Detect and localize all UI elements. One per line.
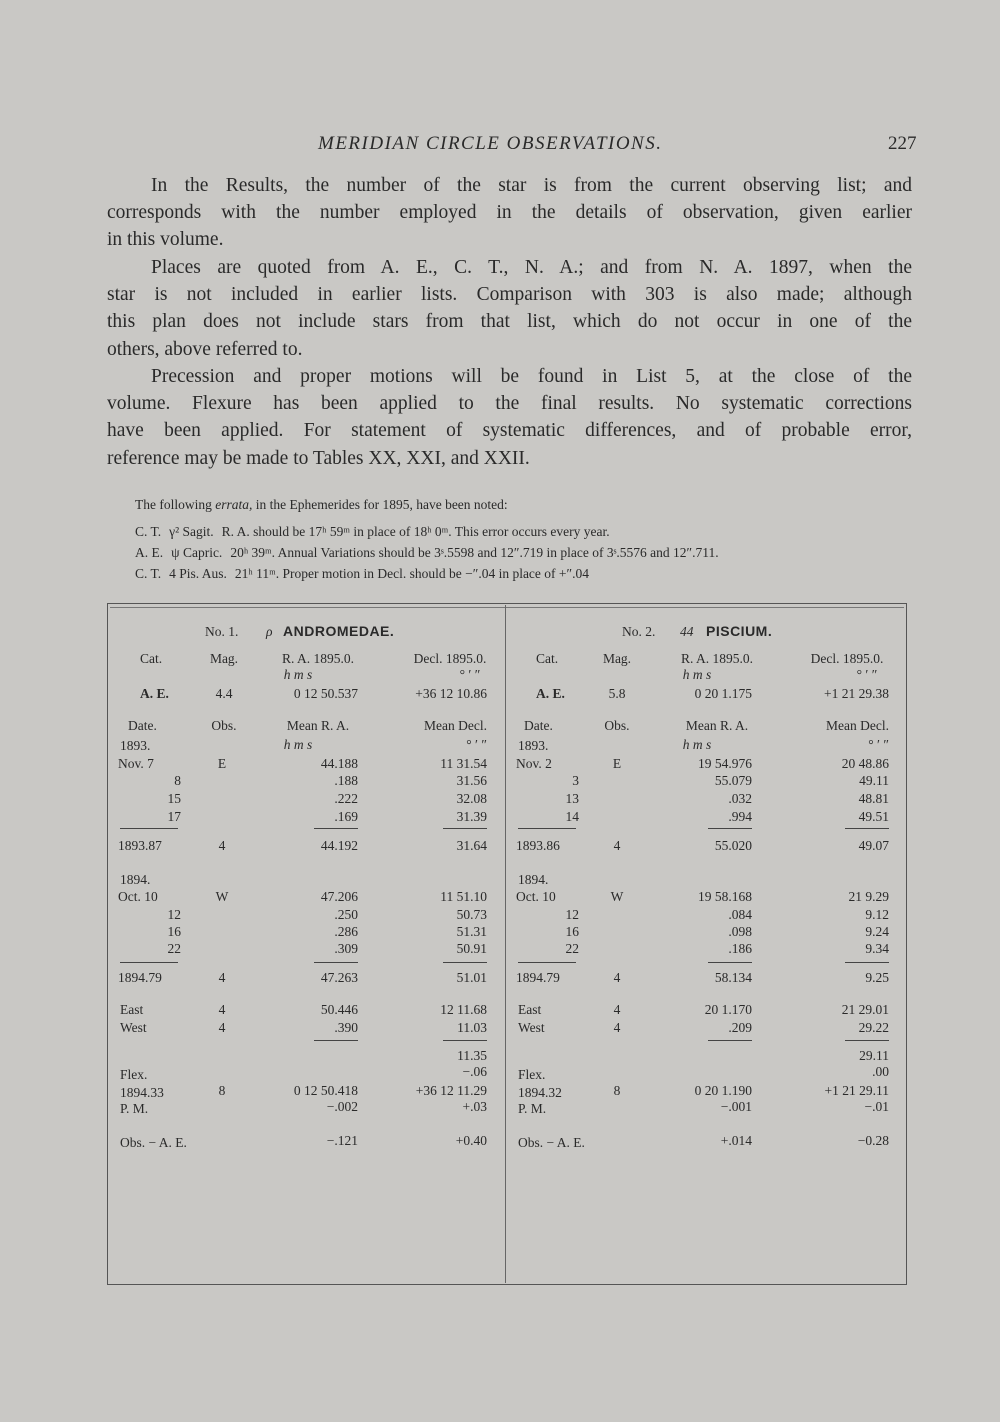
text-line: others, above referred to. — [107, 338, 303, 360]
flexure-decl: .00 — [872, 1064, 889, 1079]
obs-mean-decl: 21 9.29 — [848, 889, 889, 904]
obs-mean-decl: 9.34 — [865, 941, 889, 956]
east-count: 4 — [613, 1002, 621, 1017]
flexure-decl: −.06 — [462, 1064, 487, 1079]
obs-date: 17 — [167, 809, 181, 824]
mean-epoch: 1894.79 — [118, 970, 162, 985]
catalog-name: A. E. — [140, 686, 169, 701]
col-header-cat: Cat. — [536, 651, 559, 666]
ra-units: h m s — [283, 737, 313, 752]
col-header-ra: R. A. 1895.0. — [281, 651, 354, 666]
errata-row: A. E. ψ Capric. 20ʰ 39ᵐ. Annual Variations should be 3ˢ.5598 and 12″.719 in place of 3ˢ.5576 and 12″.711. — [135, 545, 719, 560]
proper-motion-ra: −.001 — [720, 1099, 752, 1114]
star-number: No. 2. — [622, 624, 656, 639]
obs-mean-ra: .169 — [334, 809, 358, 824]
proper-motion-label: P. M. — [120, 1101, 149, 1116]
catalog-ra: 0 12 50.537 — [293, 686, 358, 701]
text-line: In the Results, the number of the star is from the current observing list; and — [151, 175, 912, 196]
table-rule — [314, 1040, 358, 1041]
text-line: have been applied. For statement of systematic differences, and of probable error, — [107, 420, 912, 442]
year-label: 1893. — [518, 738, 549, 753]
text-line: reference may be made to Tables XX, XXI, and XXII. — [107, 447, 530, 469]
final-ra: 0 12 50.418 — [293, 1083, 358, 1098]
west-decl: 11.03 — [457, 1020, 487, 1035]
obs-date: Nov. 7 — [118, 756, 154, 771]
east-decl: 12 11.68 — [440, 1002, 487, 1017]
star-designation: 44 — [680, 624, 694, 639]
col-header-mean-decl: Mean Decl. — [424, 718, 487, 733]
obs-date: Nov. 2 — [516, 756, 552, 771]
east-label: East — [518, 1002, 542, 1017]
obs-mean-ra: .084 — [728, 907, 752, 922]
table-rule — [443, 962, 487, 963]
east-ra: 50.446 — [320, 1002, 358, 1017]
text-line: Places are quoted from A. E., C. T., N. A.; and from N. A. 1897, when the — [151, 257, 912, 278]
table-top-rule — [110, 607, 904, 608]
table-rule — [314, 828, 358, 829]
col-header-mag: Mag. — [602, 651, 632, 666]
obs-minus-ae-decl: +0.40 — [455, 1133, 487, 1148]
errata-row: C. T. 4 Pis. Aus. 21ʰ 11ᵐ. Proper motion in Decl. should be −″.04 in place of +″.04 — [135, 566, 590, 581]
obs-date: Oct. 10 — [118, 889, 158, 904]
obs-mean-decl: 9.24 — [865, 924, 889, 939]
obs-date: 3 — [572, 773, 579, 788]
obs-mean-ra: .098 — [728, 924, 752, 939]
obs-mean-ra: 19 54.976 — [698, 756, 752, 771]
col-header-mean-ra: Mean R. A. — [685, 718, 749, 733]
decl-units: ° ′ ″ — [459, 667, 481, 682]
obs-mean-decl: 49.51 — [858, 809, 889, 824]
obs-date: 16 — [167, 924, 181, 939]
table-rule — [845, 828, 889, 829]
obs-date: 22 — [167, 941, 181, 956]
obs-mean-decl: 50.73 — [456, 907, 487, 922]
mean-ra: 58.134 — [714, 970, 752, 985]
decl-units: ° ′ ″ — [856, 667, 878, 682]
obs-mean-ra: .286 — [334, 924, 358, 939]
obs-mean-decl: 31.56 — [456, 773, 487, 788]
year-label: 1893. — [120, 738, 151, 753]
final-epoch: 1894.32 — [518, 1085, 562, 1100]
ra-units: h m s — [682, 737, 712, 752]
obs-mean-ra: .222 — [334, 791, 358, 806]
col-header-decl: Decl. 1895.0. — [810, 651, 884, 666]
star-number: No. 1. — [205, 624, 239, 639]
obs-date: 12 — [167, 907, 181, 922]
obs-mean-ra: 55.079 — [714, 773, 752, 788]
obs-mean-ra: .188 — [334, 773, 358, 788]
obs-mean-decl: 9.12 — [865, 907, 889, 922]
star-name: ANDROMEDAE. — [283, 623, 395, 639]
mean-decl: 51.01 — [456, 970, 487, 985]
page-number: 227 — [888, 133, 917, 154]
ra-units: h m s — [283, 667, 313, 682]
ra-units: h m s — [682, 667, 712, 682]
table-rule — [443, 1040, 487, 1041]
mean-decl: 31.64 — [456, 838, 487, 853]
col-header-mean-ra: Mean R. A. — [286, 718, 350, 733]
text-line: Precession and proper motions will be found in List 5, at the close of the — [151, 366, 912, 387]
table-rule — [845, 1040, 889, 1041]
west-label: West — [120, 1020, 147, 1035]
obs-date: 14 — [565, 809, 579, 824]
obs-observer: W — [215, 889, 229, 904]
decl-units: ° ′ ″ — [868, 737, 889, 752]
col-header-mag: Mag. — [209, 651, 239, 666]
mean-decl: 9.25 — [865, 970, 889, 985]
mean-count: 4 — [218, 970, 226, 985]
obs-mean-ra: .309 — [334, 941, 358, 956]
catalog-mag: 4.4 — [215, 686, 233, 701]
col-header-decl: Decl. 1895.0. — [413, 651, 487, 666]
flexure-label: Flex. — [120, 1067, 148, 1082]
west-ra: .209 — [728, 1020, 752, 1035]
col-header-date: Date. — [524, 718, 553, 733]
table-rule — [708, 1040, 752, 1041]
obs-mean-decl: 51.31 — [456, 924, 487, 939]
final-decl: +1 21 29.11 — [824, 1083, 889, 1098]
obs-mean-decl: 32.08 — [456, 791, 487, 806]
obs-mean-ra: .250 — [334, 907, 358, 922]
catalog-mag: 5.8 — [608, 686, 626, 701]
table-rule — [518, 962, 576, 963]
average-decl: 11.35 — [457, 1048, 487, 1063]
obs-mean-decl: 50.91 — [456, 941, 487, 956]
catalog-name: A. E. — [536, 686, 565, 701]
obs-mean-ra: 44.188 — [320, 756, 358, 771]
east-count: 4 — [218, 1002, 226, 1017]
obs-mean-ra: .994 — [728, 809, 752, 824]
mean-count: 4 — [613, 838, 621, 853]
table-rule — [314, 962, 358, 963]
catalog-decl: +1 21 29.38 — [824, 686, 889, 701]
proper-motion-label: P. M. — [518, 1101, 547, 1116]
final-decl: +36 12 11.29 — [415, 1083, 487, 1098]
decl-units: ° ′ ″ — [466, 737, 487, 752]
table-rule — [708, 962, 752, 963]
col-header-mean-decl: Mean Decl. — [826, 718, 889, 733]
west-label: West — [518, 1020, 545, 1035]
text-line: this plan does not include stars from that list, which do not occur in one of the — [107, 311, 912, 333]
text-line: star is not included in earlier lists. Comparison with 303 is also made; although — [107, 284, 912, 306]
obs-observer: W — [610, 889, 624, 904]
west-count: 4 — [218, 1020, 226, 1035]
table-rule — [443, 828, 487, 829]
obs-mean-ra: 47.206 — [320, 889, 358, 904]
final-count: 8 — [218, 1083, 226, 1098]
obs-date: 22 — [565, 941, 579, 956]
catalog-ra: 0 20 1.175 — [694, 686, 752, 701]
text-line: volume. Flexure has been applied to the final results. No systematic corrections — [107, 393, 912, 415]
obs-date: 13 — [565, 791, 579, 806]
mean-ra: 44.192 — [320, 838, 358, 853]
average-decl: 29.11 — [859, 1048, 889, 1063]
obs-date: Oct. 10 — [516, 889, 556, 904]
text-line: in this volume. — [107, 229, 224, 251]
catalog-decl: +36 12 10.86 — [415, 686, 487, 701]
obs-minus-ae-label: Obs. − A. E. — [518, 1135, 585, 1150]
col-header-obs: Obs. — [211, 718, 237, 733]
flexure-label: Flex. — [518, 1067, 546, 1082]
obs-date: 8 — [174, 773, 181, 788]
table-rule — [120, 828, 178, 829]
obs-observer: E — [217, 756, 227, 771]
east-decl: 21 29.01 — [841, 1002, 889, 1017]
mean-ra: 55.020 — [714, 838, 752, 853]
obs-mean-decl: 11 31.54 — [440, 756, 487, 771]
obs-mean-ra: .186 — [728, 941, 752, 956]
paragraph-1 — [107, 172, 912, 254]
col-header-ra: R. A. 1895.0. — [680, 651, 753, 666]
table-rule — [845, 962, 889, 963]
errata-row: C. T. γ² Sagit. R. A. should be 17ʰ 59ᵐ in place of 18ʰ 0ᵐ. This error occurs every year. — [135, 524, 610, 539]
obs-date: 12 — [565, 907, 579, 922]
obs-mean-decl: 48.81 — [858, 791, 889, 806]
mean-epoch: 1893.86 — [516, 838, 560, 853]
west-ra: .390 — [334, 1020, 358, 1035]
table-rule — [708, 828, 752, 829]
running-head: MERIDIAN CIRCLE OBSERVATIONS. — [318, 133, 663, 154]
obs-mean-decl: 20 48.86 — [841, 756, 889, 771]
obs-minus-ae-ra: +.014 — [720, 1133, 752, 1148]
east-ra: 20 1.170 — [704, 1002, 752, 1017]
final-epoch: 1894.33 — [120, 1085, 164, 1100]
west-count: 4 — [613, 1020, 621, 1035]
text-line: corresponds with the number employed in the details of observation, given earlier — [107, 202, 912, 224]
obs-minus-ae-ra: −.121 — [326, 1133, 358, 1148]
east-label: East — [120, 1002, 144, 1017]
mean-ra: 47.263 — [320, 970, 358, 985]
col-header-obs: Obs. — [604, 718, 630, 733]
mean-decl: 49.07 — [858, 838, 889, 853]
obs-minus-ae-label: Obs. − A. E. — [120, 1135, 187, 1150]
table-rule — [120, 962, 178, 963]
mean-count: 4 — [218, 838, 226, 853]
proper-motion-decl: −.01 — [864, 1099, 889, 1114]
paragraph-2 — [107, 254, 912, 363]
col-header-date: Date. — [128, 718, 157, 733]
mean-epoch: 1893.87 — [118, 838, 162, 853]
obs-mean-decl: 49.11 — [859, 773, 889, 788]
table-rule — [518, 828, 576, 829]
obs-mean-ra: .032 — [728, 791, 752, 806]
proper-motion-decl: +.03 — [462, 1099, 487, 1114]
obs-mean-decl: 11 51.10 — [440, 889, 487, 904]
year-label: 1894. — [120, 872, 151, 887]
west-decl: 29.22 — [858, 1020, 889, 1035]
obs-date: 16 — [565, 924, 579, 939]
mean-epoch: 1894.79 — [516, 970, 560, 985]
errata-intro: The following errata, in the Ephemerides for 1895, have been noted: — [135, 497, 508, 512]
final-ra: 0 20 1.190 — [694, 1083, 752, 1098]
star-designation: ρ — [266, 624, 273, 639]
obs-minus-ae-decl: −0.28 — [857, 1133, 889, 1148]
col-header-cat: Cat. — [140, 651, 163, 666]
final-count: 8 — [613, 1083, 621, 1098]
mean-count: 4 — [613, 970, 621, 985]
obs-mean-decl: 31.39 — [456, 809, 487, 824]
obs-observer: E — [612, 756, 622, 771]
year-label: 1894. — [518, 872, 549, 887]
paragraph-3 — [107, 363, 912, 472]
obs-mean-ra: 19 58.168 — [698, 889, 752, 904]
obs-date: 15 — [167, 791, 181, 806]
proper-motion-ra: −.002 — [326, 1099, 358, 1114]
star-name: PISCIUM. — [706, 623, 773, 639]
